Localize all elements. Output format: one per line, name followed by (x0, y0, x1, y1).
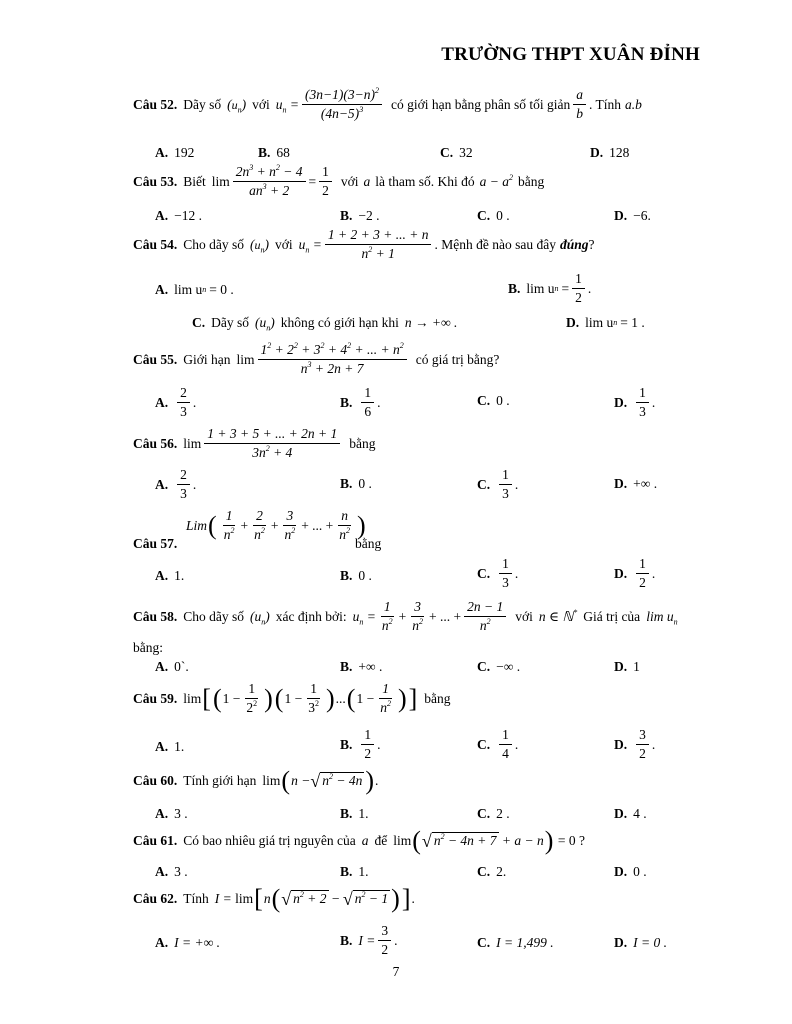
question-text: xác định bởi: (275, 608, 347, 624)
question-57-formula: Lim ( $\frac{1}{n^2}$ + $\frac{2}{n^2}$ + $\frac{3}{n^2}$ + ... + $\frac{n}{n^2}$ ) (186, 508, 366, 543)
answer-option-d[interactable]: D. 0 . (614, 864, 647, 879)
question-text: ? (588, 236, 595, 252)
answer-option-b[interactable]: B. 1. (340, 864, 369, 879)
answer-option-c[interactable]: C. −∞ . (477, 659, 521, 674)
question-59: Câu 59. lim [ ( 1 − $\frac{1}{2^2}$ ) ( 1 − $\frac{1}{3^2}$ ) ... ( 1 − $\frac{1}{n^2}$ ) ] bằng (133, 681, 451, 716)
answer-option-a[interactable]: A. 192 (155, 145, 195, 160)
question-label: Câu 56. (133, 435, 178, 451)
question-text: bằng (355, 536, 382, 551)
answer-option-d[interactable]: D. +∞ . (614, 476, 658, 491)
question-text: để (374, 833, 388, 848)
question-text: là tham số. Khi đó (375, 173, 475, 189)
question-text: với (340, 173, 359, 189)
answer-option-d[interactable]: D. −6. (614, 208, 651, 223)
answer-option-a[interactable]: A. 1. (155, 568, 185, 583)
answer-option-a[interactable]: A. −12 . (155, 208, 202, 223)
answer-option-a[interactable]: A. 1. (155, 739, 185, 754)
answer-option-a[interactable]: A. I = +∞ . (155, 935, 220, 950)
answer-option-c[interactable]: C. 0 . (477, 208, 510, 223)
question-label: Câu 61. (133, 833, 178, 848)
question-text: Tính giới hạn (183, 773, 257, 788)
question-text: Dãy số (183, 96, 222, 112)
answer-option-d[interactable]: D. lim u n = 1 . (566, 315, 645, 330)
answer-option-c[interactable]: C. $\frac{1}{3}$ . (477, 467, 519, 502)
question-text: Cho dãy số (183, 608, 245, 624)
question-label: Câu 53. (133, 173, 178, 189)
answer-option-a[interactable]: A. $\frac{2}{3}$ . (155, 385, 197, 420)
answer-option-b[interactable]: B. lim u n = $\frac{1}{2}$ . (508, 271, 592, 306)
question-52: Câu 52. Dãy số $(u_n)$ với $u_n$ = $\frac{(3n-1)(3-n)^2}{(4n-5)^3}$ có giới hạn bằng phân số tối giản $\frac{a}{b}$ . Tính a.b (133, 86, 642, 122)
answer-option-c[interactable]: C. 32 (440, 145, 473, 160)
question-55: Câu 55. Giới hạn lim $\frac{1^2 + 2^2 + 3^2 + 4^2 + ... + n^2}{n^3 + 2n + 7}$ có giá trị bằng? (133, 341, 500, 377)
question-label: Câu 52. (133, 96, 178, 112)
question-text: có giá trị bằng? (415, 351, 500, 367)
answer-option-b[interactable]: B. I = $\frac{3}{2}$ . (340, 923, 398, 958)
question-53: Câu 53. Biết lim $\frac{2n^3 + n^2 - 4}{an^3 + 2}$ = $\frac{1}{2}$ với a là tham số. Khi đó $a - a^2$ bằng (133, 163, 545, 199)
question-text: bằng: (133, 640, 163, 655)
question-57 (133, 536, 183, 552)
question-61: Câu 61. Có bao nhiêu giá trị nguyên của a để lim ( √ $n^2 - 4n + 7$ + a − n ) = 0 ? (133, 826, 585, 855)
question-label: Câu 59. (133, 690, 178, 706)
answer-option-d[interactable]: D. 128 (590, 145, 630, 160)
question-text: Có bao nhiêu giá trị nguyên của (183, 833, 356, 848)
question-54: Câu 54. Cho dãy số $(u_n)$ với $u_n$ = $\frac{1 + 2 + 3 + ... + n}{n^2 + 1}$ . Mệnh đề nào sau đây đúng ? (133, 227, 595, 262)
answer-option-d[interactable]: D. I = 0 . (614, 935, 667, 950)
question-text: với (275, 236, 293, 252)
answer-option-d[interactable]: D. 1 (614, 659, 640, 674)
answer-option-d[interactable]: D. $\frac{3}{2}$ . (614, 727, 656, 762)
emphasis-text: đúng (559, 236, 589, 252)
answer-option-d[interactable]: D. 4 . (614, 806, 647, 821)
answer-option-b[interactable]: B. $\frac{1}{6}$ . (340, 385, 381, 420)
answer-option-c[interactable]: C. I = 1,499 . (477, 935, 554, 950)
question-text: với (515, 608, 533, 624)
answer-option-a[interactable]: A. lim u n = 0 . (155, 282, 234, 297)
question-text: bằng (424, 690, 451, 706)
answer-option-b[interactable]: B. $\frac{1}{2}$ . (340, 727, 381, 762)
question-text: Giá trị của (583, 608, 641, 624)
question-text: với (252, 96, 270, 112)
question-text: . Mệnh đề nào sau đây (434, 236, 556, 252)
question-58-cont (133, 640, 163, 656)
question-label: Câu 54. (133, 236, 178, 252)
school-header: TRƯỜNG THPT XUÂN ĐỈNH (441, 44, 700, 65)
question-text: bằng (349, 435, 376, 451)
answer-option-c[interactable]: C. 0 . (477, 393, 510, 408)
question-text: . Tính (588, 96, 621, 112)
question-text: Tính (183, 891, 209, 906)
answer-option-b[interactable]: B. −2 . (340, 208, 380, 223)
product-expression: a.b (624, 96, 642, 112)
formula-fraction: $\frac{(3n-1)(3-n)^2}{(4n-5)^3}$ (302, 88, 382, 121)
answer-option-c[interactable]: C. Dãy số $(u_n)$ không có giới hạn khi n → +∞ . (192, 315, 458, 333)
answer-option-c[interactable]: C. 2. (477, 864, 507, 879)
question-58: Câu 58. Cho dãy số $(u_n)$ xác định bởi: $u_n$ = $\frac{1}{n^2}$ + $\frac{3}{n^2}$ + ... + $\frac{2n - 1}{n^2}$ với n ∈ ℕ* Giá trị của $\lim u_n$ (133, 599, 678, 634)
question-label: Câu 58. (133, 608, 178, 624)
answer-option-d[interactable]: D. $\frac{1}{3}$ . (614, 385, 656, 420)
answer-option-b[interactable]: B. 68 (258, 145, 290, 160)
question-56: Câu 56. lim $\frac{1 + 3 + 5 + ... + 2n + 1}{3n^2 + 4}$ bằng (133, 426, 376, 461)
question-62: Câu 62. Tính I = lim [ n ( √ $n^2 + 2$ − √ $n^2 - 1$ ) ] . (133, 884, 415, 913)
question-text: Giới hạn (183, 351, 231, 367)
answer-option-b[interactable]: B. 1. (340, 806, 369, 821)
question-label: Câu 62. (133, 891, 178, 906)
page-number: 7 (392, 964, 400, 979)
question-text: có giới hạn bằng phân số tối giản (390, 96, 571, 112)
question-text: Biết (183, 173, 206, 189)
answer-option-a[interactable]: A. 3 . (155, 806, 188, 821)
question-text: Cho dãy số (183, 236, 245, 252)
question-60: Câu 60. Tính giới hạn lim ( n − √ $n^2 - 4n$ ) . (133, 766, 379, 795)
question-label: Câu 55. (133, 351, 178, 367)
answer-option-b[interactable]: B. 0 . (340, 568, 372, 583)
question-text: bằng (518, 173, 545, 189)
question-57-tail (355, 536, 381, 552)
answer-option-b[interactable]: B. 0 . (340, 476, 372, 491)
answer-option-b[interactable]: B. +∞ . (340, 659, 383, 674)
answer-option-a[interactable]: A. 0`. (155, 659, 189, 674)
answer-option-a[interactable]: A. $\frac{2}{3}$ . (155, 467, 197, 502)
question-label: Câu 57. (133, 536, 178, 551)
answer-option-c[interactable]: C. 2 . (477, 806, 510, 821)
answer-option-d[interactable]: D. $\frac{1}{2}$ . (614, 556, 656, 591)
answer-option-a[interactable]: A. 3 . (155, 864, 188, 879)
question-label: Câu 60. (133, 773, 178, 788)
answer-option-c[interactable]: C. $\frac{1}{3}$ . (477, 556, 519, 591)
answer-option-c[interactable]: C. $\frac{1}{4}$ . (477, 727, 519, 762)
